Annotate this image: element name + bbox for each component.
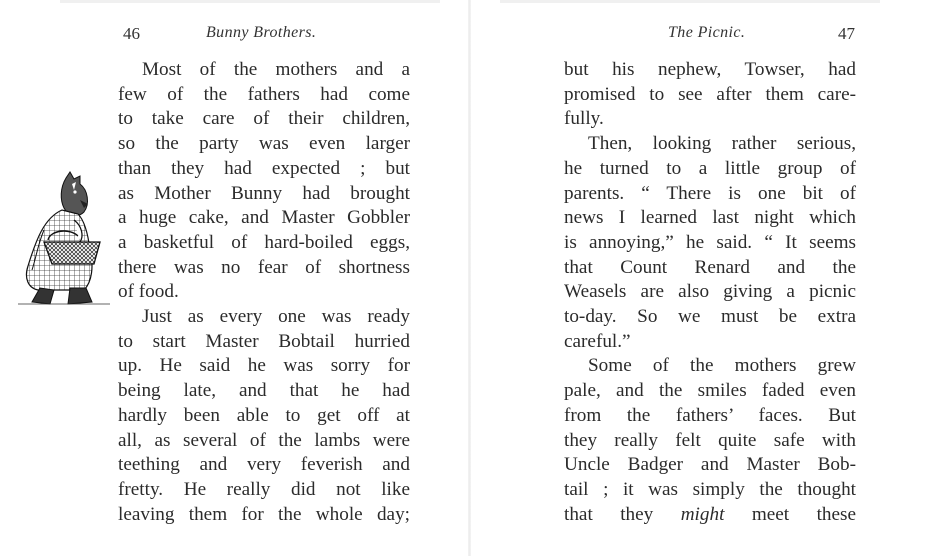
text-line: up. He said he was sorry for [118, 355, 410, 377]
italic-emphasis: might [680, 503, 725, 525]
text-line: but his nephew, Towser, had [564, 59, 856, 80]
text-line: a huge cake, and Master Gobbler [118, 207, 410, 229]
right-running-head: The Picnic. [668, 24, 746, 41]
text-line: as Mother Bunny had brought [118, 182, 410, 204]
text-line: parents. “ There is one bit of [564, 182, 856, 204]
text-line: tail ; it was simply the thought [564, 478, 856, 500]
text-line: than they had expected ; but [118, 157, 410, 179]
left-page-text [118, 58, 410, 527]
text-line-final [564, 503, 856, 528]
text-line: being late, and that he had [118, 380, 410, 402]
badger-illustration [14, 170, 114, 310]
text-line: he turned to a little group of [564, 157, 856, 179]
text-line: fretty. He really did not like [118, 478, 410, 500]
text-line: Uncle Badger and Master Bob- [564, 454, 856, 476]
text-line: leaving them for the whole day; [118, 503, 410, 525]
right-page-text [564, 58, 856, 527]
page-edge-left [60, 0, 440, 3]
text-line: few of the fathers had come [118, 83, 410, 105]
text-line: hardly been able to get off at [118, 404, 410, 426]
text-line: to start Master Bobtail hurried [118, 330, 410, 352]
right-page-number: 47 [838, 24, 855, 43]
text-line: Some of the mothers grew [588, 355, 856, 377]
text-line: to take care of their children, [118, 108, 410, 130]
text-line: a basketful of hard-boiled eggs, [118, 231, 410, 253]
text-line: Just as every one was ready [142, 306, 410, 328]
text-line: Most of the mothers and a [142, 59, 410, 80]
text-line: that Count Renard and the [564, 256, 856, 278]
text-line: fully. [564, 108, 604, 130]
text-line: promised to see after them care- [564, 83, 856, 105]
text-line: from the fathers’ faces. But [564, 404, 856, 426]
text-line: Then, looking rather serious, [588, 133, 856, 155]
text-line: teething and very feverish and [118, 454, 410, 476]
text-line: they really felt quite safe with [564, 429, 856, 451]
text-line: of food. [118, 281, 179, 303]
text-fragment: that they [564, 503, 654, 525]
text-line: news I learned last night which [564, 207, 856, 229]
book-gutter [468, 0, 471, 556]
text-line: Weasels are also giving a picnic [564, 281, 856, 303]
text-fragment: meet these [751, 503, 856, 525]
text-line: all, as several of the lambs were [118, 429, 410, 451]
text-line: is annoying,” he said. “ It seems [564, 231, 856, 253]
text-line: to-day. So we must be extra [564, 306, 856, 328]
text-line: there was no fear of shortness [118, 256, 410, 278]
page-edge-right [500, 0, 880, 3]
left-running-head: Bunny Brothers. [206, 24, 317, 41]
text-line: so the party was even larger [118, 133, 410, 155]
left-page-number: 46 [123, 24, 140, 43]
text-line: pale, and the smiles faded even [564, 380, 856, 402]
text-line: careful.” [564, 330, 631, 352]
